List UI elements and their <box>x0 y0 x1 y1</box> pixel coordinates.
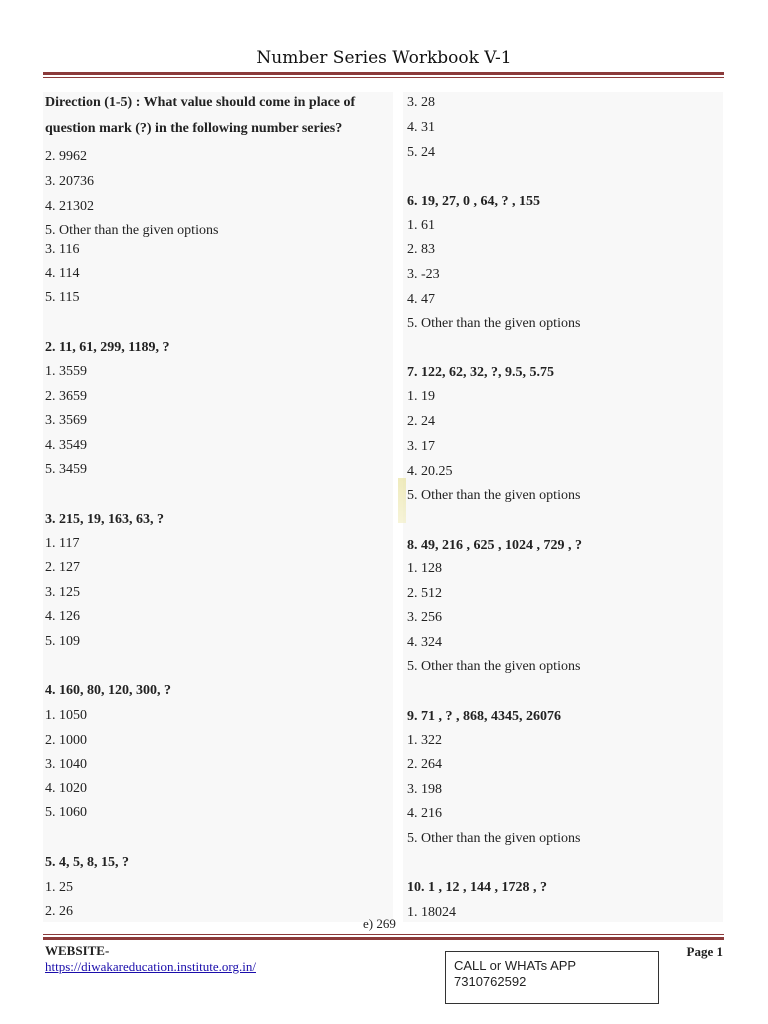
right-option-line: 5. Other than the given options <box>407 831 581 846</box>
watermark-fragment <box>398 478 406 523</box>
right-option-line: 2. 512 <box>407 586 442 601</box>
right-option-line: 2. 264 <box>407 757 442 772</box>
contact-label: CALL or WHATs APP <box>454 958 577 973</box>
right-option-line: 2. 24 <box>407 414 435 429</box>
left-question-heading: 2. 11, 61, 299, 1189, ? <box>45 340 170 355</box>
left-option-line: 3. 125 <box>45 585 80 600</box>
page-number: Page 1 <box>686 944 723 959</box>
left-option-line: 5. 109 <box>45 634 80 649</box>
right-option-line: 5. Other than the given options <box>407 316 581 331</box>
right-option-line: 3. 256 <box>407 610 442 625</box>
left-question-heading: Direction (1-5) : What value should come in place of <box>45 95 356 110</box>
left-question-heading: question mark (?) in the following number series? <box>45 121 343 136</box>
left-option-line: 3. 20736 <box>45 174 94 189</box>
right-option-line: 4. 216 <box>407 806 442 821</box>
left-option-line: 2. 26 <box>45 904 73 919</box>
left-question-heading: 4. 160, 80, 120, 300, ? <box>45 683 171 698</box>
left-option-line: 3. 3569 <box>45 413 87 428</box>
right-option-line: 4. 31 <box>407 120 435 135</box>
left-column-bg <box>43 92 393 922</box>
contact-box <box>445 951 659 1004</box>
left-option-line: 1. 117 <box>45 536 80 551</box>
right-question-heading: 9. 71 , ? , 868, 4345, 26076 <box>407 709 561 724</box>
right-option-line: 3. 17 <box>407 439 435 454</box>
right-question-heading: 6. 19, 27, 0 , 64, ? , 155 <box>407 194 540 209</box>
left-question-heading: 3. 215, 19, 163, 63, ? <box>45 512 164 527</box>
right-option-line: 2. 83 <box>407 242 435 257</box>
footer-rule-thick <box>43 937 724 940</box>
right-option-line: 1. 61 <box>407 218 435 233</box>
left-question-heading: 5. 4, 5, 8, 15, ? <box>45 855 129 870</box>
right-option-line: 5. 24 <box>407 145 435 160</box>
left-option-line: 4. 114 <box>45 266 80 281</box>
website-link[interactable]: https://diwakareducation.institute.org.in/ <box>45 959 256 974</box>
right-option-line: 3. 198 <box>407 782 442 797</box>
footer-website <box>45 943 256 975</box>
left-option-line: 2. 127 <box>45 560 80 575</box>
right-question-heading: 7. 122, 62, 32, ?, 9.5, 5.75 <box>407 365 554 380</box>
stray-option-text: e) 269 <box>363 916 396 931</box>
right-option-line: 1. 19 <box>407 389 435 404</box>
left-option-line: 1. 25 <box>45 880 73 895</box>
left-option-line: 4. 1020 <box>45 781 87 796</box>
contact-number: 7310762592 <box>454 974 527 989</box>
left-option-line: 5. 3459 <box>45 462 87 477</box>
header-rule-thin <box>43 77 724 78</box>
right-option-line: 4. 47 <box>407 292 435 307</box>
right-option-line: 3. 28 <box>407 95 435 110</box>
left-option-line: 4. 21302 <box>45 199 94 214</box>
right-column-bg <box>403 92 723 922</box>
left-option-line: 5. 115 <box>45 290 80 305</box>
website-label: WEBSITE- <box>45 943 110 958</box>
left-option-line: 3. 1040 <box>45 757 87 772</box>
page-title: Number Series Workbook V-1 <box>256 48 512 68</box>
header-rule-thick <box>43 72 724 75</box>
right-option-line: 5. Other than the given options <box>407 659 581 674</box>
left-option-line: 3. 116 <box>45 242 80 254</box>
left-option-line: 2. 9962 <box>45 149 87 164</box>
left-option-line: 5. 1060 <box>45 805 87 820</box>
right-option-line: 1. 322 <box>407 733 442 748</box>
right-option-line: 1. 18024 <box>407 905 456 920</box>
right-option-line: 4. 324 <box>407 635 442 650</box>
left-option-line: 1. 1050 <box>45 708 87 723</box>
left-option-line: 4. 126 <box>45 609 80 624</box>
right-question-heading: 10. 1 , 12 , 144 , 1728 , ? <box>407 880 547 895</box>
left-option-line: 4. 3549 <box>45 438 87 453</box>
right-option-line: 1. 128 <box>407 561 442 576</box>
left-option-line: 2. 1000 <box>45 733 87 748</box>
right-option-line: 5. Other than the given options <box>407 488 581 503</box>
footer-rule-thin <box>43 934 724 935</box>
right-question-heading: 8. 49, 216 , 625 , 1024 , 729 , ? <box>407 538 582 553</box>
left-option-line: 1. 3559 <box>45 364 87 379</box>
left-option-line: 5. Other than the given options <box>45 223 219 238</box>
left-option-line: 2. 3659 <box>45 389 87 404</box>
right-option-line: 4. 20.25 <box>407 464 453 479</box>
right-option-line: 3. -23 <box>407 267 440 282</box>
